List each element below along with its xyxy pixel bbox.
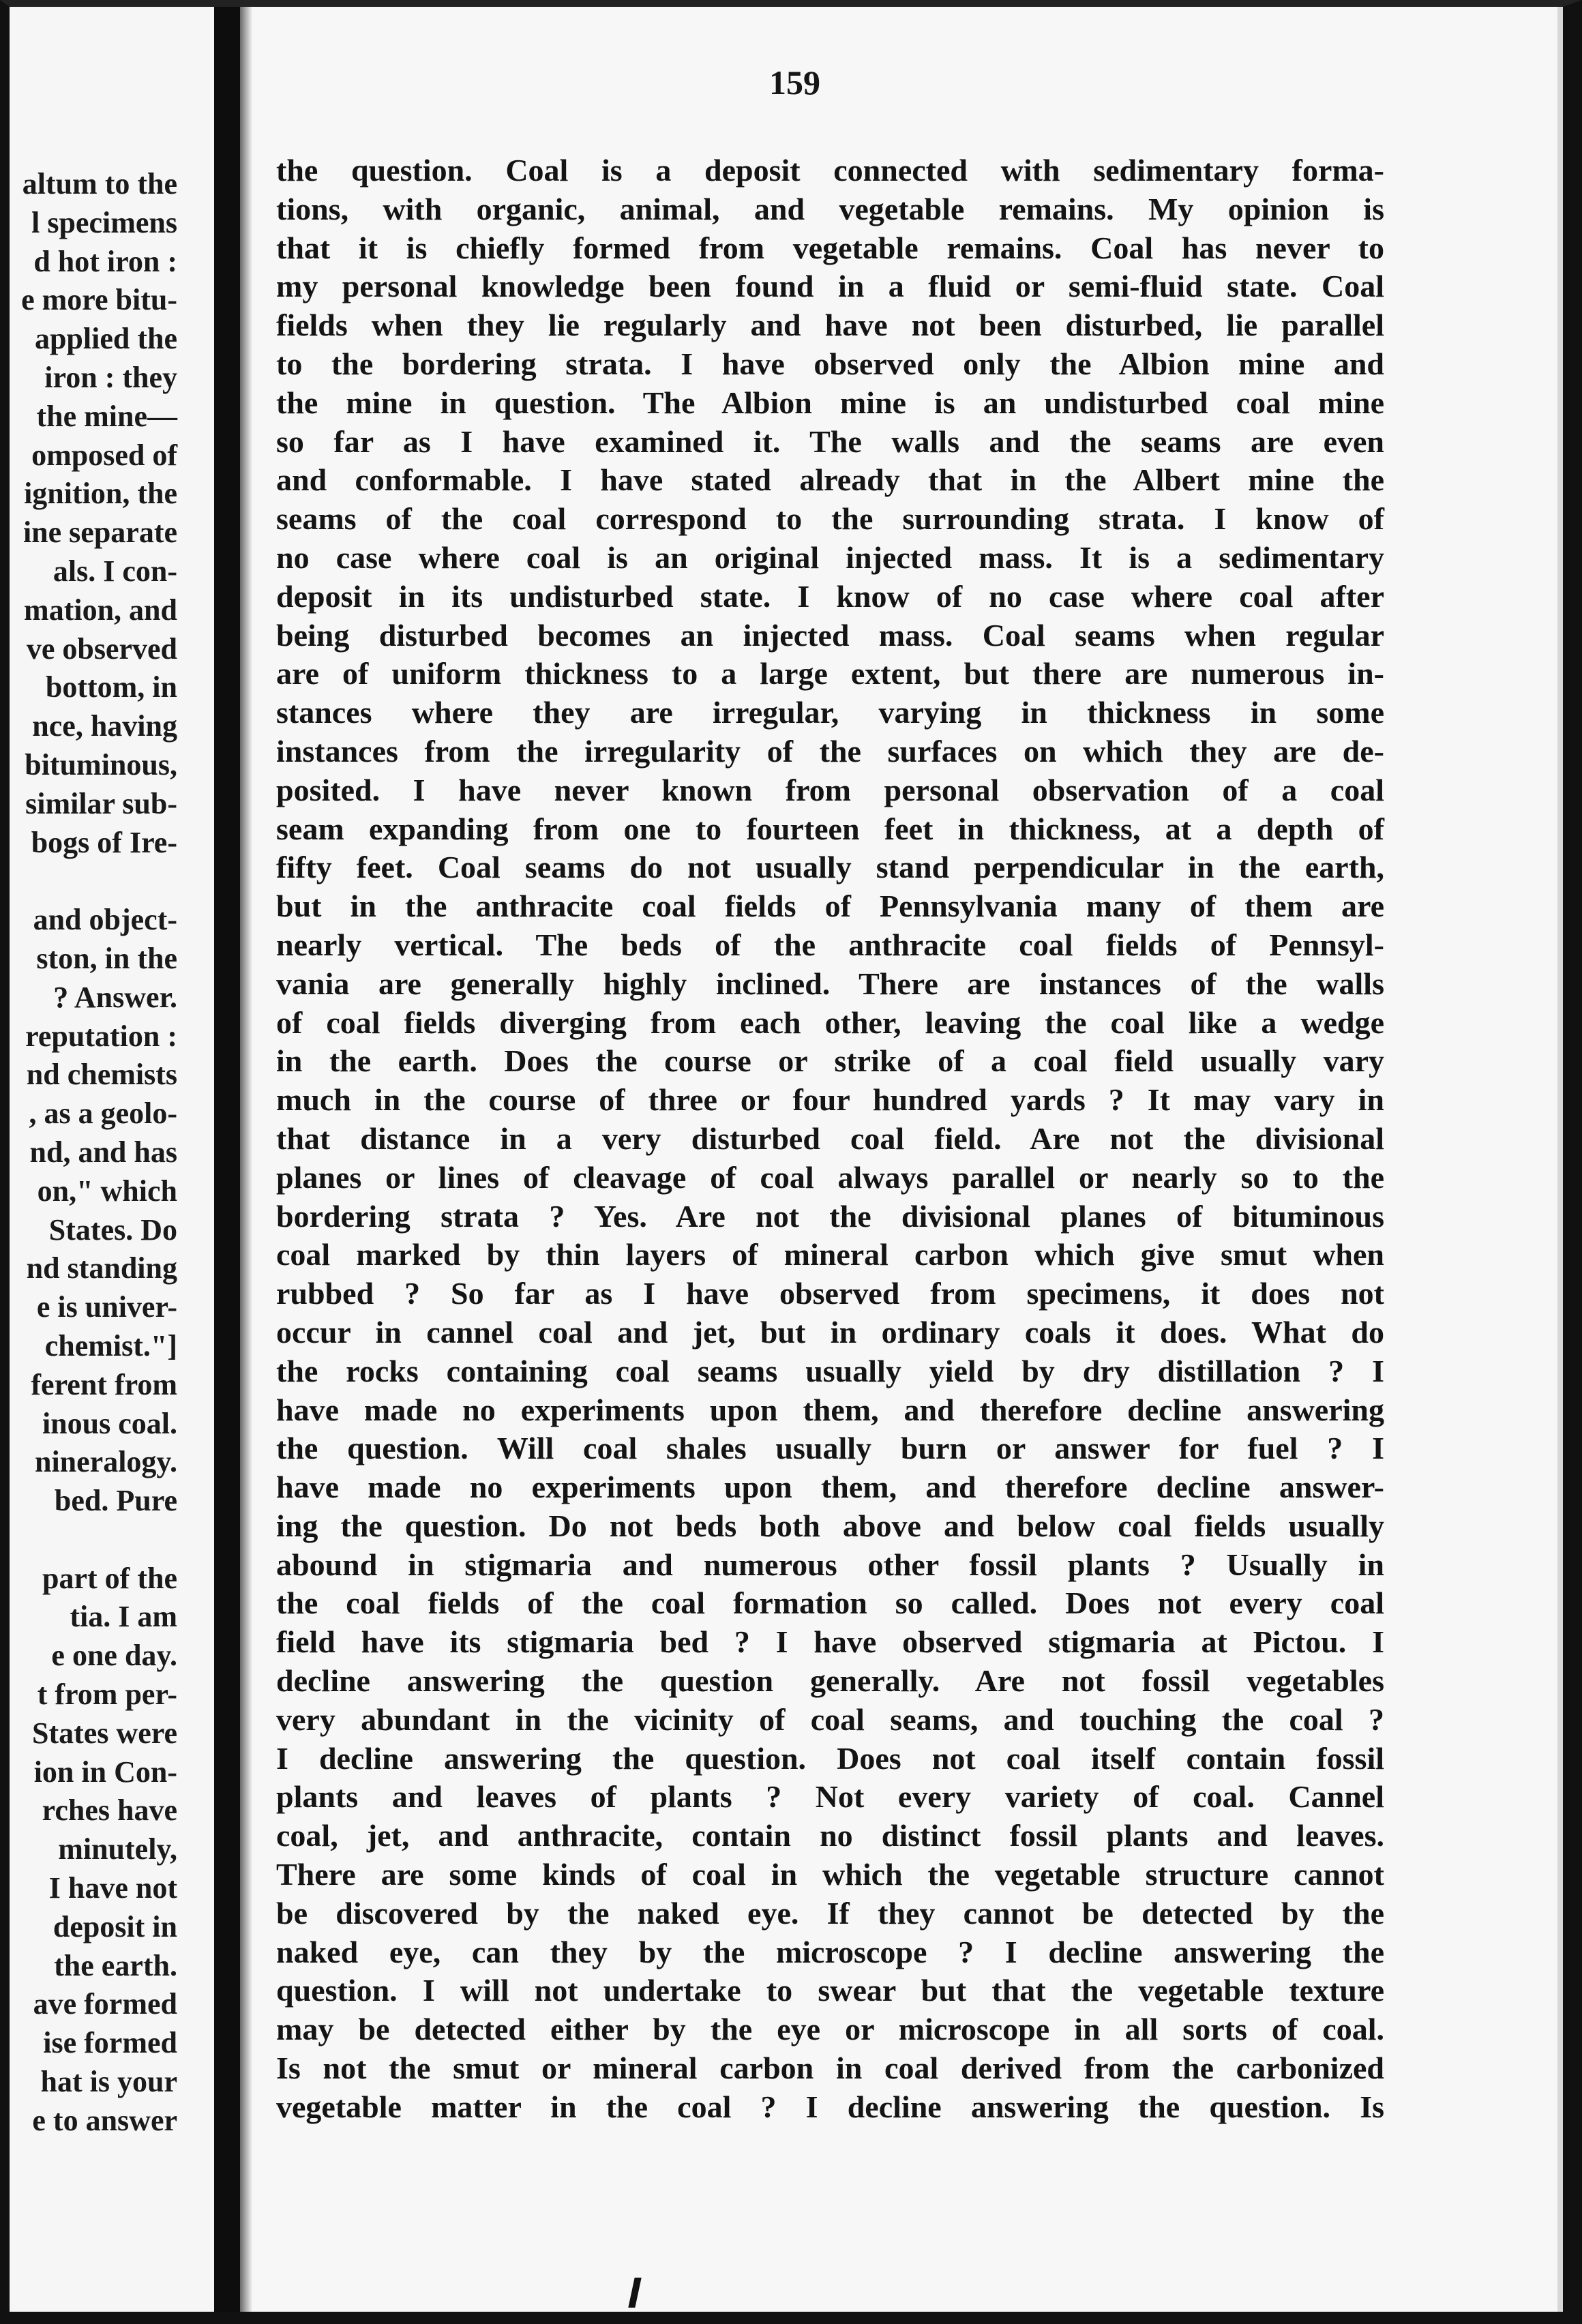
left-line: ave formed xyxy=(33,1987,177,2021)
text-line: instances from the irregularity of the surfaces on which they are de- xyxy=(276,733,1384,769)
left-line: bed. Pure xyxy=(54,1484,177,1518)
left-page-text xyxy=(10,165,177,2141)
left-line xyxy=(10,1521,177,1560)
left-line: chemist."] xyxy=(44,1328,177,1362)
text-line: Is not the smut or mineral carbon in coal derived from the carbonized xyxy=(276,2051,1384,2086)
text-line: may be detected either by the eye or microscope in all sorts of coal. xyxy=(276,2012,1384,2047)
left-line: States. Do xyxy=(48,1212,177,1247)
left-line: als. I con- xyxy=(53,554,177,588)
left-line: ston, in the xyxy=(36,941,177,975)
left-line: mation, and xyxy=(24,593,177,627)
text-line: stances where they are irregular, varying in thickness in some xyxy=(276,695,1384,730)
text-line: of coal fields diverging from each other, leaving the coal like a wedge xyxy=(276,1004,1384,1040)
left-line: nineralogy. xyxy=(34,1445,177,1479)
text-line: are of uniform thickness to a large extent, but there are numerous in- xyxy=(276,656,1384,691)
text-line: posited. I have never known from personal observation of a coal xyxy=(276,772,1384,807)
left-facing-page xyxy=(10,7,214,2312)
text-line: planes or lines of cleavage of coal always parallel or nearly so to the xyxy=(276,1159,1384,1195)
text-line: fields when they lie regularly and have not been disturbed, lie parallel xyxy=(276,308,1384,343)
left-line: ise formed xyxy=(43,2026,177,2060)
text-line: rubbed ? So far as I have observed from specimens, it does not xyxy=(276,1276,1384,1311)
text-line: to the bordering strata. I have observed only the Albion mine and xyxy=(276,346,1384,381)
text-line: ing the question. Do not beds both above and below coal fields usually xyxy=(276,1508,1384,1543)
text-line: bordering strata ? Yes. Are not the divisional planes of bituminous xyxy=(276,1198,1384,1234)
left-line: d hot iron : xyxy=(33,244,177,278)
left-line: t from per- xyxy=(37,1678,177,1712)
left-line: nce, having xyxy=(32,709,177,743)
left-line: I have not xyxy=(48,1871,177,1905)
left-line: bogs of Ire- xyxy=(31,825,177,859)
text-line: the rocks containing coal seams usually yield by dry distillation ? I xyxy=(276,1353,1384,1388)
page-number: 159 xyxy=(769,63,820,102)
left-line: inous coal. xyxy=(42,1406,177,1440)
left-line xyxy=(10,862,177,901)
body-text xyxy=(276,151,1384,2127)
text-line: abound in stigmaria and numerous other fossil plants ? Usually in xyxy=(276,1547,1384,1582)
text-line: and conformable. I have stated already that in the Albert mine the xyxy=(276,462,1384,498)
left-line: altum to the xyxy=(22,167,177,200)
text-line: have made no experiments upon them, and therefore decline answer- xyxy=(276,1470,1384,1505)
left-line: minutely, xyxy=(58,1832,177,1866)
left-line: on," which xyxy=(37,1174,177,1208)
text-line: vegetable matter in the coal ? I decline answering the question. Is xyxy=(276,2089,1384,2124)
text-line: vania are generally highly inclined. There are instances of the walls xyxy=(276,966,1384,1001)
gutter-shadow xyxy=(240,0,252,2324)
left-line: nd standing xyxy=(26,1251,177,1285)
left-line: l specimens xyxy=(31,205,177,239)
left-line: e to answer xyxy=(32,2103,177,2137)
text-line: coal marked by thin layers of mineral carbon which give smut when xyxy=(276,1237,1384,1272)
text-line: my personal knowledge been found in a fluid or semi-fluid state. Coal xyxy=(276,269,1384,304)
left-line: rches have xyxy=(42,1793,177,1828)
book-spine-gutter xyxy=(214,0,240,2324)
text-line: tions, with organic, animal, and vegetable remains. My opinion is xyxy=(276,191,1384,226)
text-line: naked eye, can they by the microscope ? I decline answering the xyxy=(276,1934,1384,1969)
left-line: e is univer- xyxy=(36,1290,177,1324)
text-line: in the earth. Does the course or strike of a coal field usually vary xyxy=(276,1043,1384,1079)
text-line: no case where coal is an original injected mass. It is a sedimentary xyxy=(276,539,1384,575)
left-line: tia. I am xyxy=(70,1600,177,1634)
left-line: omposed of xyxy=(31,438,177,472)
text-line: fifty feet. Coal seams do not usually stand perpendicular in the earth, xyxy=(276,850,1384,885)
left-line: States were xyxy=(32,1716,177,1750)
text-line: decline answering the question generally. Are not fossil vegetables xyxy=(276,1663,1384,1699)
text-line: There are some kinds of coal in which the vegetable structure cannot xyxy=(276,1857,1384,1892)
left-line: deposit in xyxy=(53,1909,177,1943)
text-line: that it is chiefly formed from vegetable remains. Coal has never to xyxy=(276,230,1384,265)
text-line: the mine in question. The Albion mine is an undisturbed coal mine xyxy=(276,385,1384,420)
text-line: I decline answering the question. Does not coal itself contain fossil xyxy=(276,1740,1384,1776)
text-line: being disturbed becomes an injected mass. Coal seams when regular xyxy=(276,617,1384,653)
page-right-edge xyxy=(1557,0,1563,2324)
text-line: coal, jet, and anthracite, contain no distinct fossil plants and leaves. xyxy=(276,1818,1384,1853)
left-line: reputation : xyxy=(25,1019,177,1053)
left-line: ine separate xyxy=(23,516,177,550)
left-line: hat is your xyxy=(40,2065,177,2099)
left-line: ? Answer. xyxy=(53,980,177,1014)
text-line: seam expanding from one to fourteen feet in thickness, at a depth of xyxy=(276,811,1384,846)
left-line: e more bitu- xyxy=(21,283,177,317)
left-line: the mine— xyxy=(36,399,177,433)
left-line: ion in Con- xyxy=(33,1755,177,1789)
text-line: deposit in its undisturbed state. I know of no case where coal after xyxy=(276,578,1384,614)
text-line: the question. Coal is a deposit connected with sedimentary forma- xyxy=(276,153,1384,188)
text-line: be discovered by the naked eye. If they cannot be detected by the xyxy=(276,1895,1384,1931)
text-line: but in the anthracite coal fields of Pennsylvania many of them are xyxy=(276,889,1384,924)
text-line: so far as I have examined it. The walls and the seams are even xyxy=(276,423,1384,459)
left-line: e one day. xyxy=(51,1639,177,1673)
text-line: plants and leaves of plants ? Not every variety of coal. Cannel xyxy=(276,1779,1384,1815)
text-line: question. I will not undertake to swear but that the vegetable texture xyxy=(276,1973,1384,2008)
left-line: applied the xyxy=(34,322,177,356)
text-line: very abundant in the vicinity of coal seams, and touching the coal ? xyxy=(276,1701,1384,1737)
text-line: the coal fields of the coal formation so called. Does not every coal xyxy=(276,1585,1384,1621)
text-line: occur in cannel coal and jet, but in ordinary coals it does. What do xyxy=(276,1314,1384,1350)
left-line: ferent from xyxy=(31,1367,177,1401)
text-line: nearly vertical. The beds of the anthracite coal fields of Pennsyl- xyxy=(276,927,1384,962)
left-line: and object- xyxy=(33,903,177,937)
text-line: have made no experiments upon them, and therefore decline answering xyxy=(276,1392,1384,1427)
left-line: iron : they xyxy=(44,360,177,394)
left-line: bituminous, xyxy=(25,747,177,781)
text-line: seams of the coal correspond to the surrounding strata. I know of xyxy=(276,501,1384,537)
text-line: much in the course of three or four hundred yards ? It may vary in xyxy=(276,1082,1384,1118)
left-line: nd chemists xyxy=(26,1058,177,1092)
left-line: the earth. xyxy=(54,1948,177,1982)
left-line: nd, and has xyxy=(29,1135,177,1169)
left-line: similar sub- xyxy=(25,786,177,820)
left-line: part of the xyxy=(42,1561,177,1595)
left-line: , as a geolo- xyxy=(29,1097,177,1131)
text-line: that distance in a very disturbed coal field. Are not the divisional xyxy=(276,1120,1384,1156)
text-line: field have its stigmaria bed ? I have observed stigmaria at Pictou. I xyxy=(276,1624,1384,1660)
left-line: ve observed xyxy=(26,631,177,666)
left-line: ignition, the xyxy=(24,477,177,511)
left-line: bottom, in xyxy=(45,670,177,704)
text-line: the question. Will coal shales usually burn or answer for fuel ? I xyxy=(276,1431,1384,1466)
